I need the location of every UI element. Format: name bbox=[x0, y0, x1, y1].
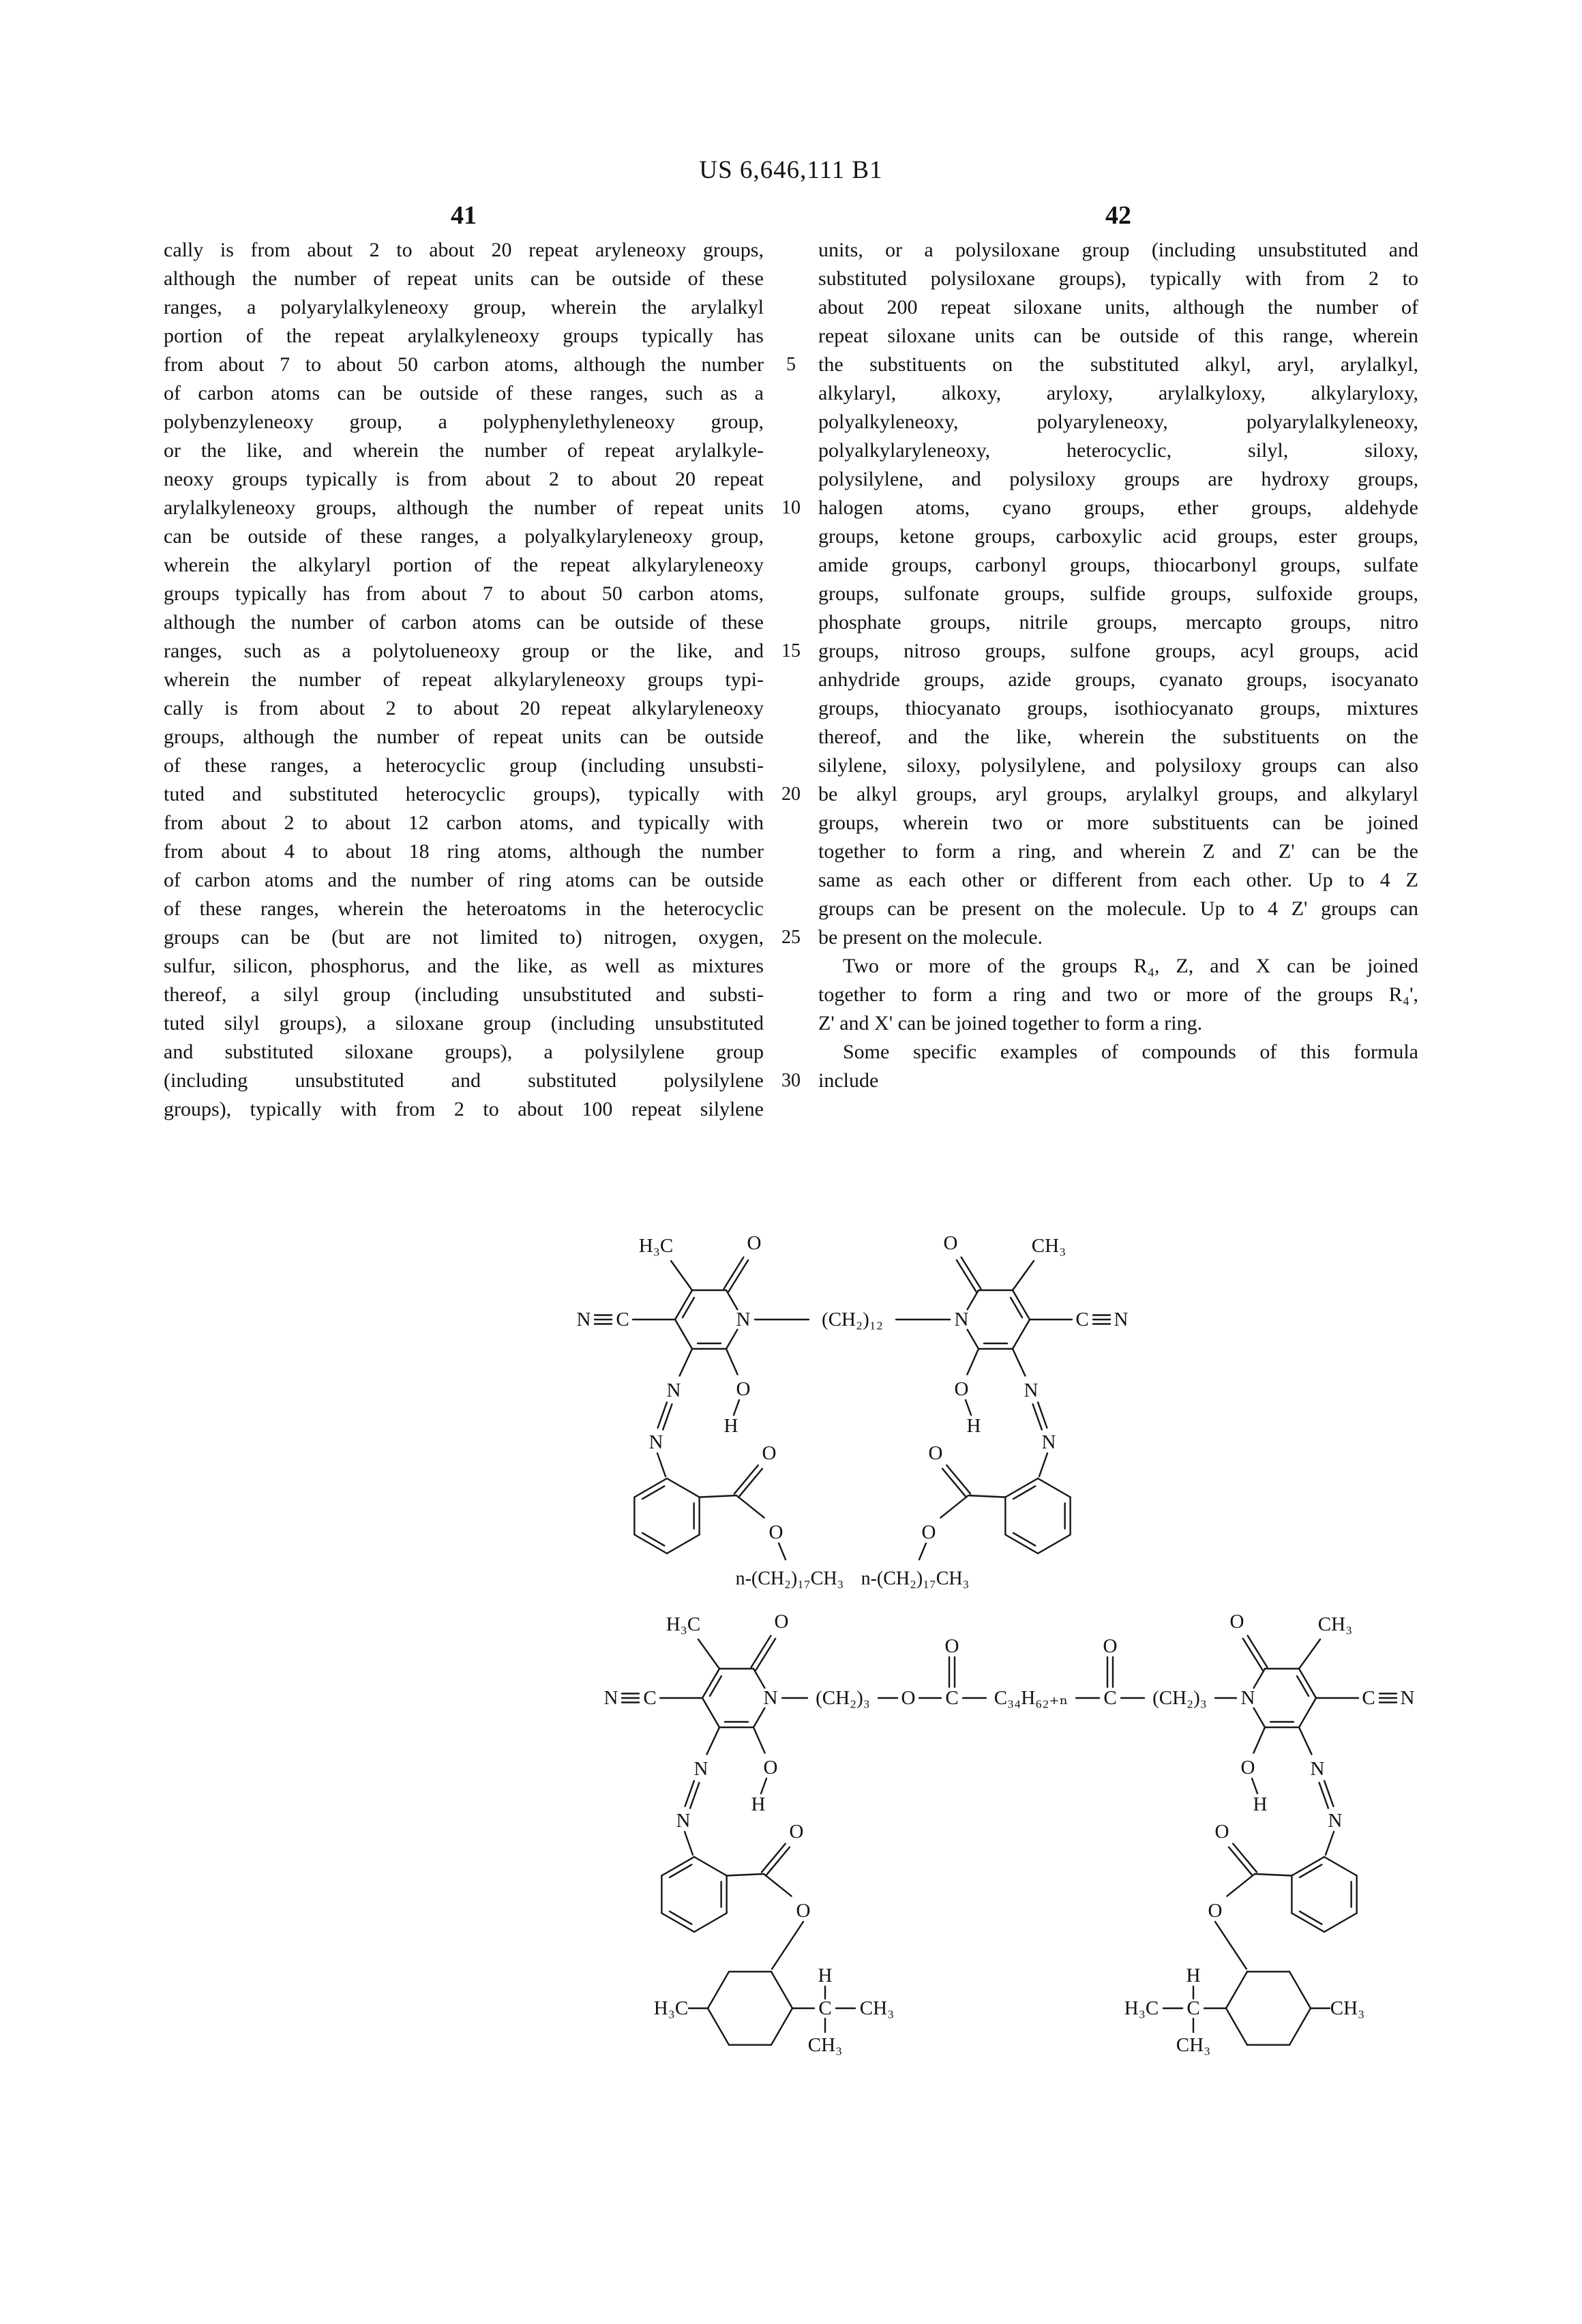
bond bbox=[1013, 1533, 1035, 1546]
bond bbox=[707, 1727, 719, 1755]
atom-label: O bbox=[762, 1442, 777, 1464]
atom-label: C bbox=[818, 1997, 832, 2019]
bond bbox=[762, 1844, 786, 1873]
text-line: tuted and substituted heterocyclic groups), typically with bbox=[164, 783, 764, 805]
bond bbox=[1300, 1911, 1322, 1924]
text-line: of these ranges, a heterocyclic group (including unsubsti- bbox=[164, 754, 764, 777]
atom-label: N bbox=[954, 1309, 969, 1330]
bond bbox=[1013, 1261, 1034, 1290]
atom-label: H bbox=[723, 1415, 738, 1437]
bond bbox=[683, 1298, 694, 1317]
text-line: halogen atoms, cyano groups, ether groups, aldehyde bbox=[818, 496, 1418, 519]
atom-label: O bbox=[768, 1521, 783, 1543]
text-line: groups), typically with from 2 to about 100 repeat silylene bbox=[164, 1098, 764, 1120]
bond bbox=[771, 1971, 792, 2008]
bond bbox=[675, 1320, 692, 1349]
atom-label: N bbox=[603, 1687, 618, 1709]
text-line: polyalkylaryleneoxy, heterocyclic, silyl, siloxy, bbox=[818, 439, 1418, 462]
text-line: groups, although the number of repeat units can be outside bbox=[164, 726, 764, 748]
bond bbox=[736, 1495, 764, 1518]
bond bbox=[761, 1778, 766, 1793]
text-line: cally is from about 2 to about 20 repeat alkylaryleneoxy bbox=[164, 697, 764, 719]
text-line: groups, sulfonate groups, sulfide groups, sulfoxide groups, bbox=[818, 582, 1418, 605]
text-line: of these ranges, wherein the heteroatoms in the heterocyclic bbox=[164, 897, 764, 920]
text-line: the substituents on the substituted alkyl, aryl, arylalkyl, bbox=[818, 353, 1418, 376]
bond bbox=[726, 1330, 737, 1349]
text-line: wherein the number of repeat alkylaryleneoxy groups typi- bbox=[164, 668, 764, 691]
bond bbox=[968, 1495, 1005, 1498]
bond bbox=[670, 1911, 691, 1924]
bond bbox=[968, 1330, 979, 1349]
text-line: alkylaryl, alkoxy, aryloxy, arylalkyloxy, alkylaryloxy, bbox=[818, 382, 1418, 404]
bond bbox=[738, 1469, 762, 1498]
text-line: groups, thiocyanato groups, isothiocyanato groups, mixtures bbox=[818, 697, 1418, 719]
bond bbox=[946, 1465, 970, 1494]
text-line: groups, ketone groups, carboxylic acid groups, ester groups, bbox=[818, 525, 1418, 548]
atom-label: O bbox=[921, 1521, 936, 1543]
bond bbox=[1226, 1971, 1247, 2008]
text-line: portion of the repeat arylalkyleneoxy groups typically has bbox=[164, 325, 764, 347]
line-number-marker: 25 bbox=[781, 927, 801, 948]
bond bbox=[764, 1874, 792, 1896]
atom-label: O bbox=[1229, 1611, 1244, 1633]
atom-label: O bbox=[928, 1442, 943, 1464]
atom-label: O bbox=[1208, 1900, 1223, 1922]
atom-label: O bbox=[901, 1687, 916, 1709]
bond bbox=[968, 1290, 979, 1309]
atom-label: C₃₄H₆₂₊ₙ bbox=[994, 1687, 1069, 1709]
atom-label: O bbox=[944, 1635, 959, 1657]
atom-label: O bbox=[1214, 1821, 1229, 1843]
bond bbox=[727, 1874, 764, 1876]
atom-label: N bbox=[763, 1687, 778, 1709]
bond bbox=[710, 1676, 721, 1696]
text-line: cally is from about 2 to about 20 repeat aryleneoxy groups, bbox=[164, 239, 764, 261]
text-line: groups, nitroso groups, sulfone groups, acyl groups, acid bbox=[818, 640, 1418, 662]
bond bbox=[708, 1971, 729, 2008]
line-number-marker: 10 bbox=[781, 497, 801, 518]
atom-label: N bbox=[666, 1380, 681, 1401]
text-line: amide groups, carbonyl groups, thiocarbonyl groups, sulfate bbox=[818, 554, 1418, 576]
text-line: Some specific examples of compounds of this formula bbox=[843, 1041, 1418, 1063]
bond bbox=[671, 1261, 692, 1290]
atom-label: C bbox=[1362, 1687, 1375, 1709]
atom-label: H₃C bbox=[1124, 1997, 1159, 2019]
bond bbox=[726, 1349, 738, 1375]
atom-label: CH₃ bbox=[807, 2034, 843, 2056]
bond bbox=[1299, 1698, 1316, 1727]
atom-label: C bbox=[643, 1687, 657, 1709]
bond bbox=[1253, 1727, 1265, 1753]
column-number-left: 41 bbox=[451, 201, 477, 230]
bond bbox=[1013, 1320, 1030, 1349]
atom-label: O bbox=[1103, 1635, 1118, 1657]
atom-label: C bbox=[1075, 1309, 1089, 1330]
bond bbox=[1013, 1349, 1025, 1376]
bond bbox=[1254, 1708, 1265, 1727]
text-line: although the number of repeat units can be outside of these bbox=[164, 267, 764, 290]
bond bbox=[779, 1543, 786, 1560]
text-line: polybenzyleneoxy group, a polyphenylethyleneoxy group, bbox=[164, 411, 764, 433]
text-line: although the number of carbon atoms can be outside of these bbox=[164, 611, 764, 634]
text-line: groups can be present on the molecule. Up to 4 Z' groups can bbox=[818, 897, 1418, 920]
bond bbox=[1215, 1922, 1247, 1969]
atom-label: C bbox=[616, 1309, 629, 1330]
text-line: together to form a ring, and wherein Z and Z' can be the bbox=[818, 840, 1418, 863]
text-line: of carbon atoms can be outside of these ranges, such as a bbox=[164, 382, 764, 404]
bond bbox=[753, 1727, 765, 1753]
atom-label: N bbox=[1310, 1758, 1325, 1780]
atom-label: N bbox=[1024, 1380, 1039, 1401]
text-line: sulfur, silicon, phosphorus, and the like, as well as mixtures bbox=[164, 955, 764, 977]
bond bbox=[1297, 1676, 1309, 1696]
bond bbox=[734, 1400, 739, 1415]
text-line: include bbox=[818, 1069, 879, 1092]
text-line: anhydride groups, azide groups, cyanato groups, isocyanato bbox=[818, 668, 1418, 691]
bond bbox=[1013, 1486, 1035, 1499]
bond bbox=[1226, 2008, 1247, 2045]
atom-label: O bbox=[763, 1757, 778, 1778]
right-column-text bbox=[818, 236, 1418, 1095]
text-line: substituted polysiloxane groups), typically with from 2 to bbox=[818, 267, 1418, 290]
atom-label: CH₃ bbox=[1031, 1235, 1066, 1257]
text-line: arylalkyleneoxy groups, although the number of repeat units bbox=[164, 496, 764, 519]
atom-label: N bbox=[676, 1810, 691, 1832]
text-line: tuted silyl groups), a siloxane group (including unsubstituted bbox=[164, 1012, 764, 1034]
atom-label: N bbox=[693, 1758, 708, 1780]
atom-label: C bbox=[945, 1687, 959, 1709]
atom-label: H₃C bbox=[666, 1613, 701, 1635]
bond bbox=[1255, 1874, 1292, 1876]
text-line: be present on the molecule. bbox=[818, 926, 1043, 949]
atom-label: N bbox=[1114, 1309, 1129, 1330]
atom-label: N bbox=[736, 1309, 751, 1330]
bond bbox=[1227, 1874, 1255, 1896]
atom-label: O bbox=[736, 1378, 751, 1400]
bond bbox=[766, 1847, 790, 1876]
line-number-marker: 5 bbox=[786, 354, 796, 375]
text-line: be alkyl groups, aryl groups, arylalkyl groups, and alkylaryl bbox=[818, 783, 1418, 805]
atom-label: H bbox=[751, 1793, 766, 1815]
text-line: or the like, and wherein the number of repeat arylalkyle- bbox=[164, 439, 764, 462]
bond bbox=[771, 2008, 792, 2045]
bond bbox=[772, 1922, 803, 1969]
bond bbox=[942, 1469, 966, 1498]
atom-label: H₃C bbox=[638, 1235, 674, 1257]
atom-label: CH₃ bbox=[1330, 1997, 1365, 2019]
bond bbox=[1324, 1913, 1357, 1933]
bond bbox=[670, 1864, 691, 1877]
line-number-marker: 20 bbox=[781, 784, 801, 805]
bond bbox=[1324, 1857, 1357, 1876]
bond bbox=[708, 2008, 729, 2045]
bond bbox=[1229, 1847, 1253, 1876]
atom-label: O bbox=[796, 1900, 811, 1922]
column-number-right: 42 bbox=[1105, 201, 1131, 230]
text-line: Z' and X' can be joined together to form a ring. bbox=[818, 1012, 1203, 1034]
text-line: thereof, a silyl group (including unsubstituted and substi- bbox=[164, 983, 764, 1006]
bond bbox=[694, 1913, 727, 1933]
atom-label: N bbox=[1400, 1687, 1415, 1709]
text-line: groups can be (but are not limited to) nitrogen, oxygen, bbox=[164, 926, 764, 949]
text-line: (including unsubstituted and substituted polysilylene bbox=[164, 1069, 764, 1092]
bond bbox=[1289, 1971, 1311, 2008]
bond bbox=[642, 1486, 664, 1499]
bond bbox=[753, 1708, 764, 1727]
bond bbox=[1038, 1478, 1071, 1498]
atom-label: O bbox=[1240, 1757, 1255, 1778]
atom-label: O bbox=[747, 1232, 762, 1254]
atom-label: H bbox=[966, 1415, 981, 1437]
bond bbox=[680, 1349, 692, 1376]
text-line: ranges, such as a polytolueneoxy group or the like, and bbox=[164, 640, 764, 662]
bond bbox=[667, 1535, 700, 1554]
bond bbox=[1326, 1832, 1334, 1855]
atom-label: n-(CH₂)₁₇CH₃ bbox=[861, 1568, 970, 1590]
atom-label: H bbox=[1253, 1793, 1268, 1815]
text-line: repeat siloxane units can be outside of this range, wherein bbox=[818, 325, 1418, 347]
atom-label: H bbox=[818, 1965, 833, 1986]
chemical-structures bbox=[0, 1159, 1582, 2182]
bond bbox=[685, 1832, 693, 1855]
left-column-text bbox=[164, 236, 764, 1124]
text-line: about 200 repeat siloxane units, although the number of bbox=[818, 296, 1418, 318]
text-line: from about 7 to about 50 carbon atoms, although the number bbox=[164, 353, 764, 376]
bond bbox=[1299, 1727, 1311, 1755]
atom-label: N bbox=[648, 1431, 663, 1453]
atom-label: C bbox=[1103, 1687, 1117, 1709]
line-number-marker: 30 bbox=[781, 1070, 801, 1091]
bond bbox=[1038, 1535, 1071, 1554]
text-line: same as each other or different from each other. Up to 4 Z bbox=[818, 869, 1418, 891]
text-line: groups typically has from about 7 to about 50 carbon atoms, bbox=[164, 582, 764, 605]
bond bbox=[1289, 2008, 1311, 2045]
text-line: silylene, siloxy, polysilylene, and polysiloxy groups can also bbox=[818, 754, 1418, 777]
atom-label: CH₃ bbox=[1176, 2034, 1211, 2056]
atom-label: N bbox=[1240, 1687, 1255, 1709]
text-line: polysilylene, and polysiloxy groups are hydroxy groups, bbox=[818, 468, 1418, 490]
bond bbox=[1011, 1298, 1022, 1317]
bond bbox=[700, 1495, 736, 1498]
atom-label: C bbox=[1186, 1997, 1200, 2019]
atom-label: N bbox=[1041, 1431, 1056, 1453]
atom-label: O bbox=[943, 1232, 958, 1254]
bond bbox=[694, 1857, 727, 1876]
text-line: and substituted siloxane groups), a polysilylene group bbox=[164, 1041, 764, 1063]
bond bbox=[967, 1349, 979, 1375]
atom-label: (CH₂)₃ bbox=[816, 1687, 870, 1709]
text-line: thereof, and the like, wherein the substituents on the bbox=[818, 726, 1418, 748]
text-line: wherein the alkylaryl portion of the repeat alkylaryleneoxy bbox=[164, 554, 764, 576]
atom-label: O bbox=[774, 1611, 789, 1633]
text-line: together to form a ring and two or more of the groups R₄', bbox=[818, 983, 1418, 1006]
text-line: groups, wherein two or more substituents can be joined bbox=[818, 811, 1418, 834]
text-line: of carbon atoms and the number of ring atoms can be outside bbox=[164, 869, 764, 891]
bond bbox=[667, 1478, 700, 1498]
text-line: neoxy groups typically is from about 2 to about 20 repeat bbox=[164, 468, 764, 490]
text-line: polyalkyleneoxy, polyaryleneoxy, polyarylalkyleneoxy, bbox=[818, 411, 1418, 433]
atom-label: N bbox=[576, 1309, 591, 1330]
bond bbox=[726, 1290, 737, 1309]
atom-label: CH₃ bbox=[859, 1997, 895, 2019]
text-line: units, or a polysiloxane group (including unsubstituted and bbox=[818, 239, 1418, 261]
atom-label: CH₃ bbox=[1317, 1613, 1353, 1635]
text-line: phosphate groups, nitrile groups, mercapto groups, nitro bbox=[818, 611, 1418, 634]
bond bbox=[657, 1453, 666, 1476]
bond bbox=[919, 1543, 926, 1560]
bond bbox=[1299, 1639, 1320, 1669]
patent-number: US 6,646,111 B1 bbox=[699, 156, 883, 184]
atom-label: N bbox=[1328, 1810, 1343, 1832]
bond bbox=[734, 1465, 758, 1494]
bond bbox=[642, 1533, 664, 1546]
bond bbox=[940, 1495, 968, 1518]
atom-label: H bbox=[1186, 1965, 1201, 1986]
bond bbox=[1039, 1453, 1047, 1476]
atom-label: O bbox=[954, 1378, 969, 1400]
text-line: from about 4 to about 18 ring atoms, although the number bbox=[164, 840, 764, 863]
bond bbox=[698, 1639, 719, 1669]
bond bbox=[1252, 1778, 1257, 1793]
atom-label: H₃C bbox=[653, 1997, 689, 2019]
bond bbox=[1233, 1844, 1257, 1873]
bond bbox=[702, 1698, 719, 1727]
text-line: can be outside of these ranges, a polyalkylaryleneoxy group, bbox=[164, 525, 764, 548]
atom-label: (CH₂)₃ bbox=[1152, 1687, 1207, 1709]
text-line: Two or more of the groups R₄, Z, and X can be joined bbox=[843, 955, 1418, 977]
bond bbox=[1254, 1669, 1265, 1688]
atom-label: n-(CH₂)₁₇CH₃ bbox=[735, 1568, 844, 1590]
text-line: ranges, a polyarylalkyleneoxy group, wherein the arylalkyl bbox=[164, 296, 764, 318]
bond bbox=[1300, 1864, 1322, 1877]
text-line: from about 2 to about 12 carbon atoms, and typically with bbox=[164, 811, 764, 834]
atom-label: (CH₂)₁₂ bbox=[822, 1309, 883, 1330]
line-number-marker: 15 bbox=[781, 640, 801, 661]
atom-label: O bbox=[789, 1821, 804, 1843]
bond bbox=[753, 1669, 764, 1688]
bond bbox=[966, 1400, 971, 1415]
